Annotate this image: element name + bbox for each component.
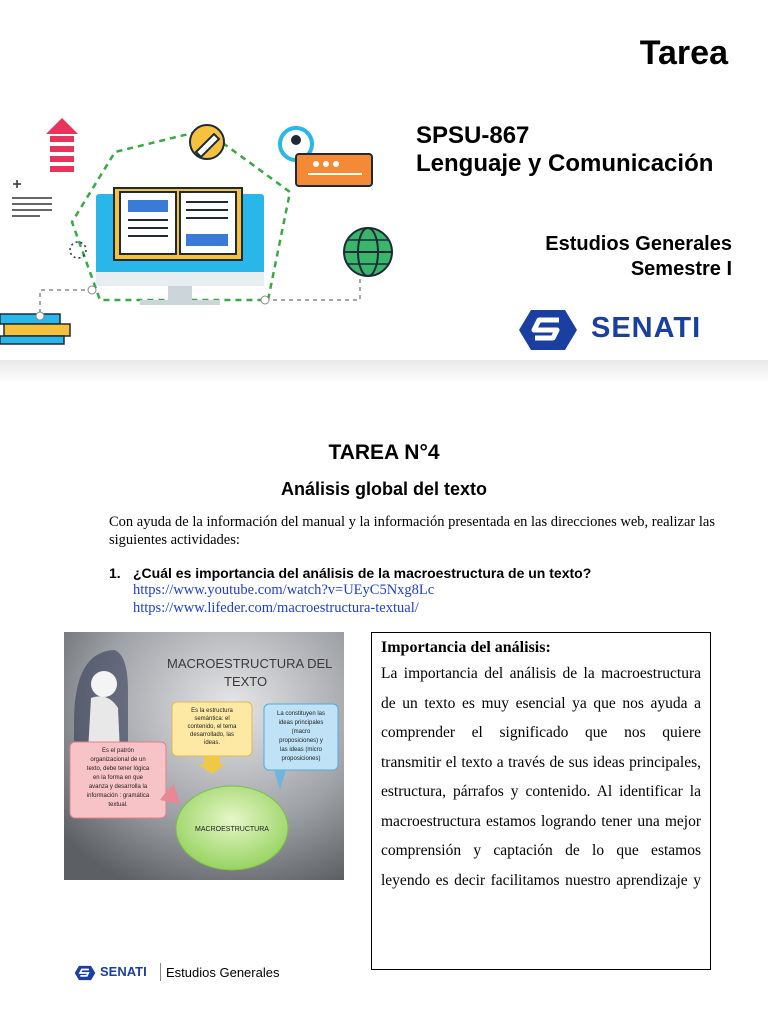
diagram-center-label: MACROESTRUCTURA	[195, 826, 269, 833]
task-subtitle: Análisis global del texto	[280, 479, 488, 499]
document-type-title: Tarea	[639, 34, 728, 72]
answer-text: La importancia del análisis de la macroestructura de un texto es muy esencial ya que nos ayuda a comprender el significado que nos quiere transmitir el texto a través de sus ideas principales, estructura, párrafos y contenido. Al identificar la macroestructura estamos logrando tener una mejor comprensión y captación de lo que estamos leyendo es decir facilitamos nuestro aprendizaje y	[381, 665, 701, 889]
question-text: ¿Cuál es importancia del análisis de la macroestructura de un texto?	[133, 565, 592, 581]
senati-logo-icon	[517, 308, 579, 352]
diagram-title-line-2: TEXTO	[224, 674, 268, 689]
upload-arrow-icon	[46, 118, 78, 172]
pink-box-line: Es el patrón	[101, 748, 135, 754]
task-instructions: Con ayuda de la información del manual y la información presentada en las direcciones web, realizar las siguientes actividades:	[109, 514, 715, 548]
blue-box-line: La constituyen las	[276, 711, 326, 717]
blue-box-line: las ideas (micro	[279, 747, 323, 753]
footer-logo-text: SENATI	[100, 964, 147, 979]
footer-divider	[160, 963, 161, 981]
open-book-icon	[114, 188, 242, 260]
macrostructure-diagram	[64, 632, 344, 880]
footer-logo-icon	[74, 964, 96, 982]
youtube-link[interactable]: https://www.youtube.com/watch?v=UEyC5Nxg8Lc	[133, 582, 435, 598]
pink-box-line: organizacional de un	[90, 757, 146, 763]
yellow-box-line: Es la estructura	[191, 708, 233, 714]
semester-label: Semestre I	[630, 258, 732, 280]
pink-box-line: información : gramática	[86, 793, 150, 799]
hero-illustration	[0, 112, 400, 352]
question-number: 1.	[109, 565, 121, 581]
pink-box-line: textual.	[108, 802, 128, 808]
blue-box-line: ideas principales	[278, 720, 324, 726]
books-stack-icon	[0, 312, 70, 344]
yellow-box-line: semántica: el	[194, 716, 230, 722]
course-code: SPSU-867	[416, 122, 530, 149]
answer-heading: Importancia del análisis:	[381, 639, 551, 656]
yellow-box-line: desarrollado, las	[189, 732, 235, 738]
yellow-box-line: contenido, el tema	[187, 724, 237, 730]
globe-icon	[344, 228, 392, 276]
text-lines-icon	[12, 180, 52, 216]
senati-logo-text: SENATI	[591, 312, 702, 344]
department-label: Estudios Generales	[545, 233, 732, 255]
blue-box-line: (macro	[291, 729, 311, 735]
pink-box-line: texto, debe tener lógica	[86, 766, 150, 772]
course-name: Lenguaje y Comunicación	[416, 150, 714, 177]
lifeder-link[interactable]: https://www.lifeder.com/macroestructura-textual/	[133, 600, 419, 616]
footer-senati-logo	[74, 963, 164, 983]
senati-logo	[517, 308, 717, 352]
user-chat-icon	[280, 128, 372, 186]
task-title: TAREA N°4	[328, 441, 440, 464]
header-divider	[0, 360, 768, 384]
pink-box-line: avanza y desarrolla la	[88, 784, 148, 790]
yellow-box-line: ideas.	[203, 740, 221, 746]
answer-box	[371, 632, 711, 970]
footer-text: Estudios Generales	[166, 965, 280, 980]
blue-box-line: proposiciones) y	[279, 738, 323, 744]
pink-box-line: en la forma en que	[92, 775, 144, 781]
question-1	[109, 565, 591, 581]
diagram-title-line-1: MACROESTRUCTURA DEL	[167, 656, 333, 671]
pencil-icon	[190, 125, 224, 159]
blue-box-line: proposiciones)	[281, 756, 321, 762]
